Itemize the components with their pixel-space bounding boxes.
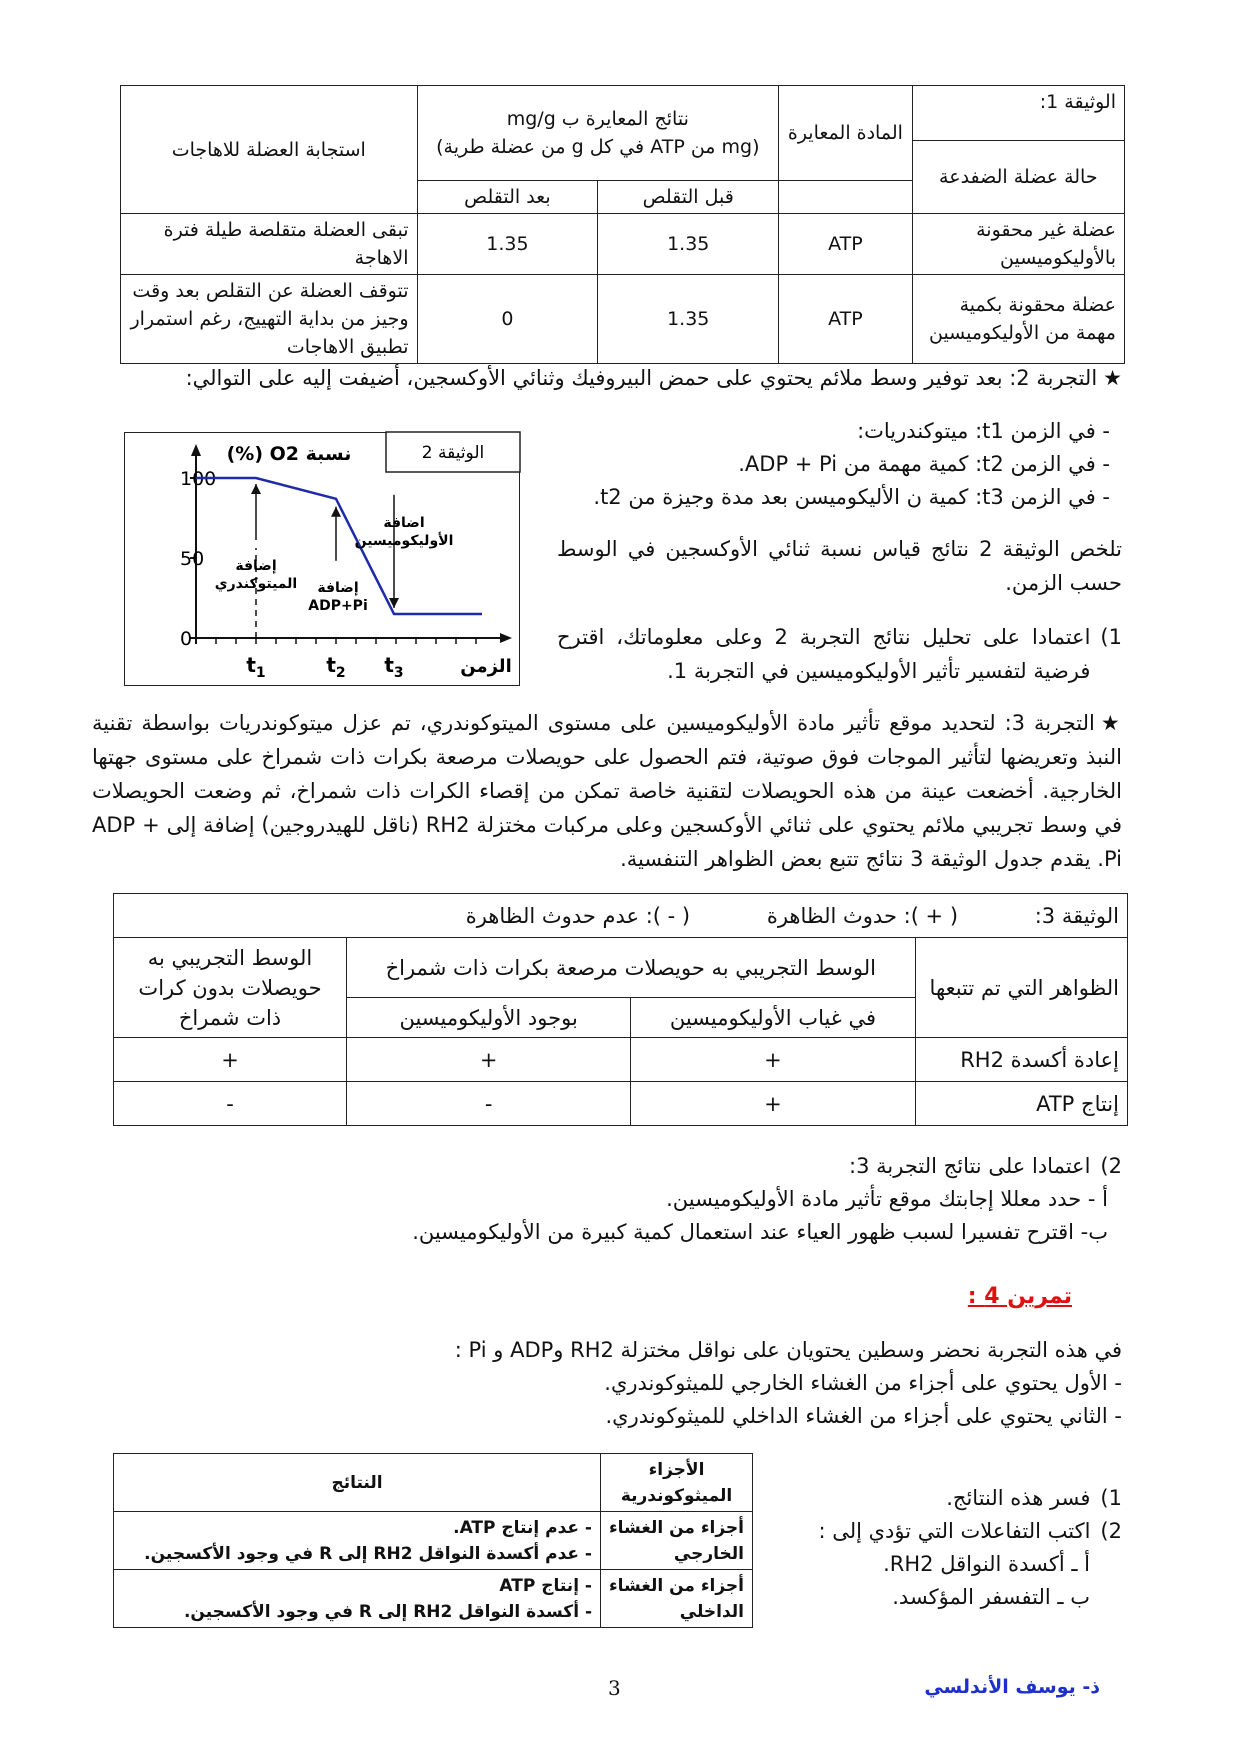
ex4-line-2: - الثاني يحتوي على أجزاء من الغشاء الداخلي للميثوكوندري. [605,1404,1122,1428]
ex4-intro: في هذه التجربة نحضر وسطين يحتويان على نواقل مختزلة RH2 وADP و Pi : [454,1338,1122,1362]
doc1-col-state: حالة عضلة الضفدعة [912,141,1124,214]
q2-b: ب- اقترح تفسيرا لسبب ظهور العياء عند استعمال كمية كبيرة من الأوليكوميسين. [412,1220,1108,1244]
q2-head: 2)اعتمادا على نتائج التجربة 3: [849,1154,1122,1178]
doc1-col-response: استجابة العضلة للاهاجات [121,86,418,214]
oxygen-chart [124,432,520,686]
ex4-col-parts: الأجزاء الميثوكوندرية [601,1454,753,1512]
table-row [121,275,1125,364]
doc1-r1-before: 1.35 [598,214,779,275]
table-row [114,1038,1128,1082]
x-axis-arrow [500,633,512,643]
doc3-r2-present: - [347,1082,631,1126]
question-number: 1) [1100,625,1122,649]
doc3-table [113,893,1128,1126]
doc3-legend-plus: ( + ): حدوث الظاهرة [766,903,959,928]
ex4-r2-results: - إنتاج ATP - أكسدة النواقل RH2 إلى R في وجود الأكسجين. [114,1570,601,1628]
doc1-r2-before: 1.35 [598,275,779,364]
doc3-col-absent: في غياب الأوليكوميسين [631,998,915,1038]
doc1-col-before: قبل التقلص [598,181,779,214]
doc1-r1-after: 1.35 [417,214,598,275]
x-tick-label: $t_1$ [245,652,266,681]
table-row [114,1570,753,1628]
question-text: اعتمادا على تحليل نتائج التجربة 2 وعلى معلوماتك، اقترح فرضية لتفسير تأثير الأوليكوميسين في التجربة 1. [557,625,1091,683]
chart-xlabel: الزمن [459,655,512,677]
doc3-r1-absent: + [631,1038,915,1082]
doc1-results-sub: (mg من ATP في كل g من عضلة طرية) [436,136,760,158]
list-item: - في الزمن t1: ميتوكندريات: [530,415,1110,448]
doc1-r1-substance: ATP [779,214,913,275]
doc1-r1-response: تبقى العضلة متقلصة طيلة فترة الاهاجة [121,214,418,275]
page-number: 3 [608,1676,621,1700]
table-row [114,1082,1128,1126]
exp2-intro: ★التجربة 2: بعد توفير وسط ملائم يحتوي على حمض البيروفيك وثنائي الأوكسجين، أضيفت إليه على التوالي: [185,366,1122,390]
doc1-r2-substance: ATP [779,275,913,364]
doc3-label: الوثيقة 3: [1034,903,1119,928]
ex4-q2a: أ ـ أكسدة النواقل RH2. [883,1552,1090,1576]
doc1-col-substance: المادة المعايرة [779,86,913,181]
x-tick-label: $t_3$ [383,652,404,681]
doc3-r1-without: + [114,1038,347,1082]
exp2-list [530,415,1110,514]
ex4-r1-results: - عدم إنتاج ATP. - عدم أكسدة النواقل RH2 إلى R في وجود الأكسجين. [114,1512,601,1570]
doc1-col-after: بعد التقلص [417,181,598,214]
author-signature: ذ- يوسف الأندلسي [924,1676,1100,1698]
chart-title: الوثيقة 2 [421,442,484,463]
doc1-col-results [417,86,779,181]
y-axis-arrow [191,444,201,456]
table-row [114,1512,753,1570]
annotation-oligomycin: اضافة الأوليكوميسين [354,514,453,549]
table-row [121,214,1125,275]
doc1-label-cell: الوثيقة 1: [912,86,1124,141]
doc1-empty [779,181,913,214]
exp2-q1 [557,620,1122,688]
doc1-r2-response: تتوقف العضلة عن التقلص بعد وقت وجيز من بداية التهييج، رغم استمرار تطبيق الاهاجات [121,275,418,364]
ex4-questions [782,1482,1122,1614]
ex4-title: تمرين 4 : [967,1284,1072,1309]
doc3-col-without: الوسط التجريبي به حويصلات بدون كرات ذات شمراخ [114,938,347,1038]
ex4-r2-part: أجزاء من الغشاء الداخلي [601,1570,753,1628]
chart-ylabel: نسبة O2 (%) [226,442,351,465]
doc3-r2-absent: + [631,1082,915,1126]
y-tick-label: 0 [179,627,192,650]
ex4-r1-part: أجزاء من الغشاء الخارجي [601,1512,753,1570]
doc2-chart-frame [124,432,520,686]
doc3-col-with: الوسط التجريبي به حويصلات مرصعة بكرات ذات شمراخ [347,938,916,998]
y-tick-label: 100 [179,467,216,490]
star-icon: ★ [1100,711,1122,735]
doc3-r2-phen: إنتاج ATP [915,1082,1127,1126]
ex4-col-results: النتائج [114,1454,601,1512]
ex4-q1: 1)فسر هذه النتائج. [946,1486,1122,1510]
list-item: - في الزمن t2: كمية مهمة من ADP + Pi. [530,448,1110,481]
list-item: - في الزمن t3: كمية ن الأليكوميسن بعد مدة وجيزة من t2. [530,481,1110,514]
doc1-r2-after: 0 [417,275,598,364]
annotation-mitochondria: إضافة الميتوكندري [214,557,297,592]
doc3-legend-row [114,894,1128,938]
ex4-line-1: - الأول يحتوي على أجزاء من الغشاء الخارجي للميثوكوندري. [604,1371,1122,1395]
ex4-q2: 2)اكتب التفاعلات التي تؤدي إلى : [818,1519,1122,1543]
exp3-text: ★التجربة 3: لتحديد موقع تأثير مادة الأوليكوميسين على مستوى الميتوكوندري، تم عزل ميتوكوندريات بواسطة تقنية النبذ وتعريضها لتأثير الموجات فوق صوتية، فتم الحصول على حويصلات مرصعة بكرات ذات شمراخ على مستوى جهتها الخارجية. أخضعت عينة من هذه الحويصلات لتقنية خاصة تمكن من إقصاء الكرات ذات شمراخ، ثم وضعت الحويصلات في وسط تجريبي ملائم يحتوي على ثنائي الأوكسجين وعلى مركبات مختزلة RH2 (ناقل للهيدروجين) إضافة إلى ADP + Pi. يقدم جدول الوثيقة 3 نتائج تتبع بعض الظواهر التنفسية. [92,711,1122,871]
y-tick-label: 50 [179,547,204,570]
doc3-col-phen: الظواهر التي تم تتبعها [915,938,1127,1038]
doc1-table [120,85,1125,364]
ex4-table [113,1453,753,1628]
x-tick-label: $t_2$ [325,652,346,681]
doc3-col-present: بوجود الأوليكوميسين [347,998,631,1038]
ex4-intro-block [112,1334,1122,1433]
star-icon: ★ [1103,366,1122,390]
annot-arrow-t1-head [251,484,261,494]
q2-a: أ - حدد معللا إجابتك موقع تأثير مادة الأوليكوميسين. [666,1187,1108,1211]
doc1-results-title: نتائج المعايرة ب mg/g [506,108,689,130]
q2-block [112,1150,1122,1249]
exp2-summary: تلخص الوثيقة 2 نتائج قياس نسبة ثنائي الأوكسجين في الوسط حسب الزمن. [557,537,1123,595]
doc3-r1-present: + [347,1038,631,1082]
doc3-r2-without: - [114,1082,347,1126]
ex4-q2b: ب ـ التفسفر المؤكسد. [892,1585,1090,1609]
doc3-r1-phen: إعادة أكسدة RH2 [915,1038,1127,1082]
doc1-r1-state: عضلة غير محقونة بالأوليكوميسين [912,214,1124,275]
doc1-r2-state: عضلة محقونة بكمية مهمة من الأوليكوميسين [912,275,1124,364]
annotation-adp-pi: إضافة ADP+Pi [307,579,368,614]
doc3-legend-minus: ( - ): عدم حدوث الظاهرة [465,903,691,928]
